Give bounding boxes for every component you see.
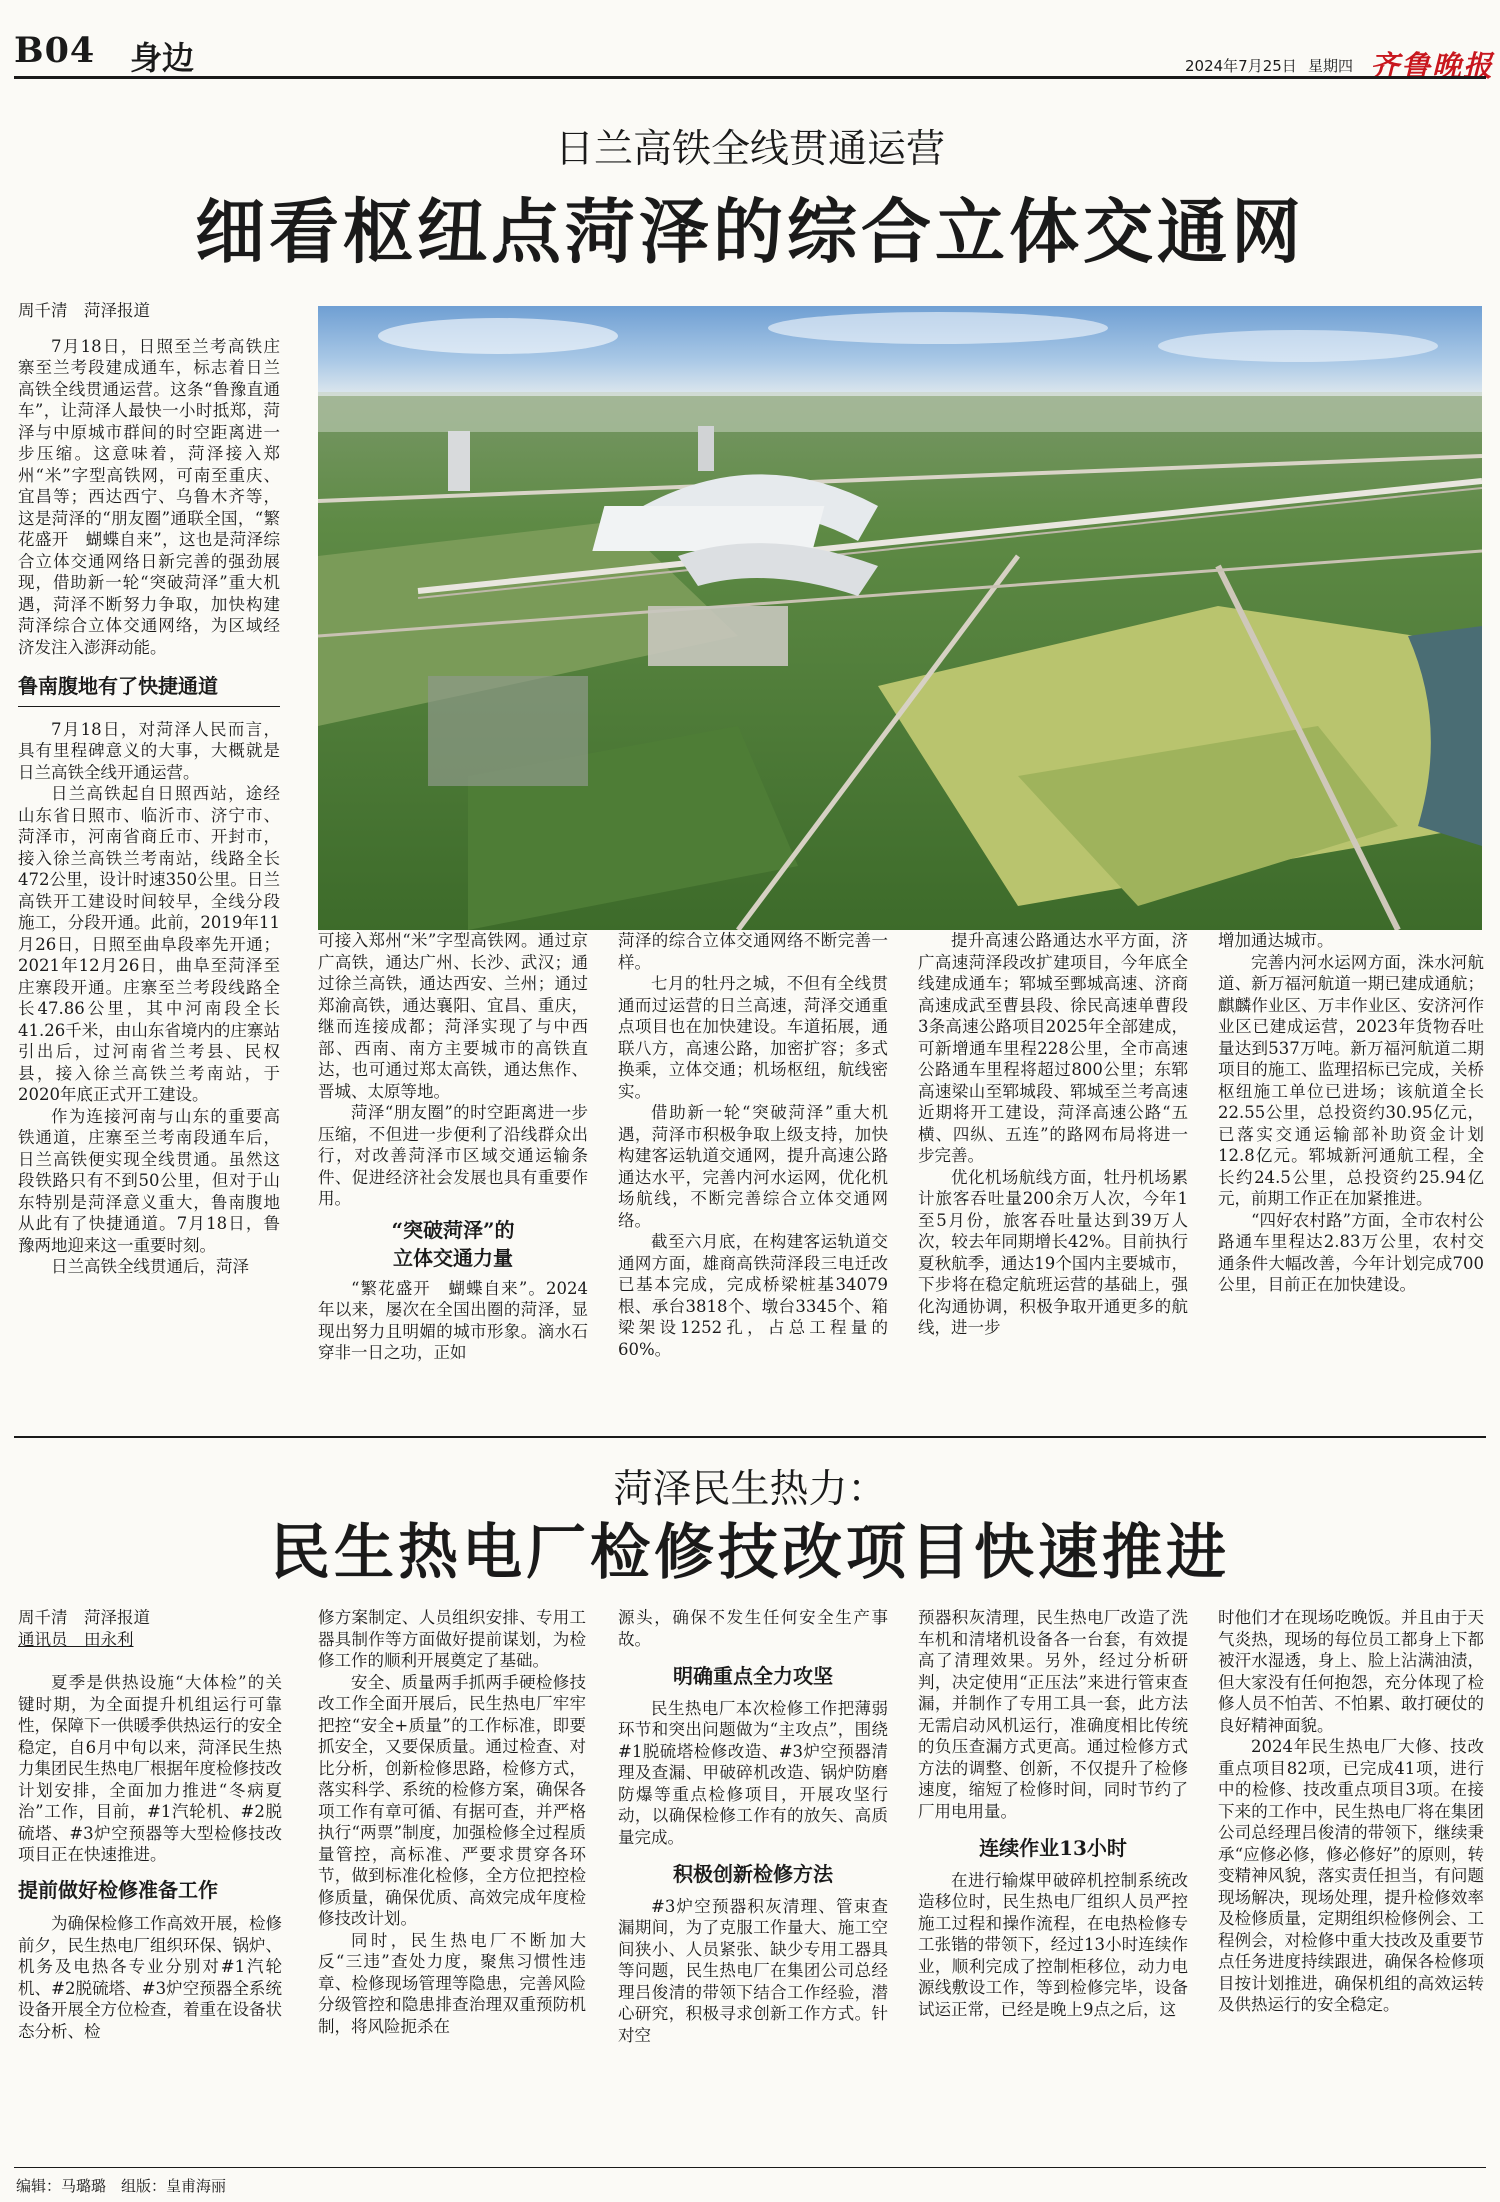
paragraph: 菏泽的综合立体交通网络不断完善一样。 <box>618 931 888 972</box>
article1-subheading-2 <box>318 1216 588 1272</box>
article2-column-5 <box>1218 1607 1484 2016</box>
subheading-text: “突破菏泽”的 立体交通力量 <box>391 1217 515 1270</box>
paragraph: 安全、质量两手抓两手硬检修技改工作全面开展后，民生热电厂牢牢把控“安全+质量”的工作标准，即要抓安全，又要保质量。通过检查、对比分析，创新检修思路，检修方式，落实科学、系统的检修方案，确保各项工作有章可循、有据可查，并严格执行“两票”制度，加强检修全过程质量管控，高标准、严要求贯穿各环节，做到标准化检修，全方位把控检修质量，确保优质、高效完成年度检修技改计划。 <box>318 1672 586 1928</box>
paragraph: 截至六月底，在构建客运轨道交通网方面，雄商高铁菏泽段三电迁改已基本完成，完成桥梁桩基34079根、承台3818个、墩台3345个、箱梁架设1252孔，占总工程量的60%。 <box>618 1232 888 1359</box>
article1-subheading-1: 鲁南腹地有了快捷通道 <box>18 674 218 698</box>
paragraph: “四好农村路”方面，全市农村公路通车里程达2.83万公里，农村交通条件大幅改善，今年计划完成700公里，目前正在加快建设。 <box>1218 1210 1484 1294</box>
article2-subheading-3: 积极创新检修方法 <box>673 1862 833 1886</box>
paragraph: 在进行输煤甲破碎机控制系统改造移位时，民生热电厂组织人员严控施工过程和操作流程，在电热检修专工张锴的带领下，经过13小时连续作业，顺利完成了控制柜移位，动力电源线敷设工作，等到检修完毕，设备试运正常，已经是晚上9点之后，这 <box>918 1870 1188 2019</box>
article2-subheading-1: 提前做好检修准备工作 <box>18 1877 218 1902</box>
page-number: B04 <box>14 30 96 71</box>
paragraph: 作为连接河南与山东的重要高铁通道，庄寨至兰考南段通车后，日兰高铁便实现全线贯通。虽然这段铁路只有不到50公里，但对于山东特别是菏泽意义重大，鲁南腹地从此有了快捷通道。7月18日，鲁豫两地迎来这一重要时刻。 <box>18 1106 280 1255</box>
paragraph: #3炉空预器积灰清理、管束查漏期间，为了克服工作量大、施工空间狭小、人员紧张、缺少专用工器具等问题，民生热电厂在集团公司总经理吕俊清的带领下结合工作经验，潜心研究，积极寻求创新工作方式。针对空 <box>618 1896 888 2045</box>
paragraph: 7月18日，对菏泽人民而言，具有里程碑意义的大事，大概就是日兰高铁全线开通运营。 <box>18 719 280 782</box>
article1-byline: 周千清 菏泽报道 <box>18 301 150 320</box>
paragraph: 修方案制定、人员组织安排、专用工器具制作等方面做好提前谋划，为检修工作的顺利开展奠定了基础。 <box>318 1608 586 1670</box>
paragraph: 夏季是供热设施“大体检”的关键时期，为全面提升机组运行可靠性，保障下一供暖季供热运行的安全稳定，自6月中旬以来，菏泽民生热力集团民生热电厂根据年度检修技改计划安排，全面加力推进“冬病夏治”工作，目前，#1汽轮机、#2脱硫塔、#3炉空预器等大型检修技改项目正在快速推进。 <box>18 1673 282 1864</box>
paragraph: 优化机场航线方面，牡丹机场累计旅客吞吐量200余万人次，今年1至5月份，旅客吞吐量达到39万人次，较去年同期增长42%。目前执行夏秋航季，通达19个国内主要城市，下步将在稳定航班运营的基础上，强化沟通协调，积极争取开通更多的航线，进一步 <box>918 1167 1188 1337</box>
article1-column-5 <box>1218 930 1484 1296</box>
article2-subheading-2: 明确重点全力攻坚 <box>673 1664 833 1688</box>
paragraph: 2024年民生热电厂大修、技改重点项目82项，已完成41项，进行中的检修、技改重点项目3项。在接下来的工作中，民生热电厂将在集团公司总经理吕俊清的带领下，继续秉承“应修必修，修必修好”的原则，转变精神风貌，落实责任担当，有问题现场解决，现场处理，提升检修效率及检修质量，定期组织检修例会、工程例会，对检修中重大技改及重要节点任务进度持续跟进，确保各检修项目按计划推进，确保机组的高效运转及供热运行的安全稳定。 <box>1218 1737 1484 2014</box>
article2-byline-2 <box>18 1629 282 1651</box>
article2-subheading-4: 连续作业13小时 <box>979 1836 1127 1860</box>
article1-column-2 <box>318 930 588 1364</box>
paragraph: “繁花盛开 蝴蝶自来”。2024年以来，屡次在全国出圈的菏泽，显现出努力且明媚的城市形象。滴水石穿非一日之功，正如 <box>318 1278 588 1362</box>
paragraph: 日兰高铁起自日照西站，途经山东省日照市、临沂市、济宁市、菏泽市，河南省商丘市、开封市，接入徐兰高铁兰考南站，线路全长472公里，设计时速350公里。日兰高铁开工建设时间较早，全线分段施工，分段开通。此前，2019年11月26日，日照至曲阜段率先开通；2021年12月26日，曲阜至菏泽至庄寨段开通。庄寨至兰考段线路全长47.86公里，其中河南段全长41.26千米，由山东省境内的庄寨站引出后，过河南省兰考县、民权县，接入徐兰高铁兰考南站，于2020年底正式开工建设。 <box>18 784 280 1104</box>
paragraph: 借助新一轮“突破菏泽”重大机遇，菏泽市积极争取上级支持，加快构建客运轨道交通网，提升高速公路通达水平，完善内河水运网，优化机场航线，不断完善综合立体交通网络。 <box>618 1103 888 1230</box>
paragraph: 同时，民生热电厂不断加大反“三违”查处力度，聚焦习惯性违章、检修现场管理等隐患，完善风险分级管控和隐患排查治理双重预防机制，将风险扼杀在 <box>318 1930 586 2036</box>
article2-kicker: 菏泽民生热力： <box>613 1467 887 1512</box>
article2-column-3 <box>618 1607 888 2046</box>
article1-column-4 <box>918 930 1188 1339</box>
article2-column-2 <box>318 1607 586 2037</box>
paragraph: 时他们才在现场吃晚饭。并且由于天气炎热，现场的每位员工都身上下都被汗水湿透，身上、脸上沾满油渍，但大家没有任何抱怨，充分体现了检修人员不怕苦、不怕累、敢打硬仗的良好精神面貌。 <box>1218 1608 1484 1735</box>
article1-column-1 <box>18 300 280 1278</box>
article2-headline: 民生热电厂检修技改项目快速推进 <box>270 1518 1230 1588</box>
article1-kicker: 日兰高铁全线贯通运营 <box>554 127 945 172</box>
issue-date: 2024年7月25日 <box>1185 57 1297 75</box>
section-divider <box>14 1436 1486 1438</box>
newspaper-logo: 齐鲁晚报 <box>1370 49 1495 83</box>
paragraph: 可接入郑州“米”字型高铁网。通过京广高铁，通达广州、长沙、武汉；通过徐兰高铁，通达西安、兰州；通过郑渝高铁，通达襄阳、宜昌、重庆，继而连接成都；菏泽实现了与中西部、西南、南方主要城市的高铁直达，也可通过郑太高铁，通达焦作、晋城、太原等地。 <box>318 931 588 1101</box>
article2-byline-1: 周千清 菏泽报道 <box>18 1608 150 1627</box>
header-rule <box>14 76 1486 79</box>
paragraph: 菏泽“朋友圈”的时空距离进一步压缩，不但进一步便利了沿线群众出行，对改善菏泽市区域交通运输条件、促进经济社会发展也具有重要作用。 <box>318 1103 588 1208</box>
article1-column-3 <box>618 930 888 1360</box>
divider <box>18 706 280 707</box>
paragraph: 日兰高铁全线贯通后，菏泽 <box>51 1257 249 1276</box>
paragraph: 七月的牡丹之城，不但有全线贯通而过运营的日兰高速，菏泽交通重点项目也在加快建设。车道拓展，通联八方，高速公路，加密扩容；多式换乘，立体交通；机场枢纽，航线密实。 <box>618 974 888 1101</box>
article2-column-4 <box>918 1607 1188 2020</box>
high-speed-rail-station-aerial-photo <box>318 306 1482 930</box>
article1-headline: 细看枢纽点菏泽的综合立体交通网 <box>195 190 1305 273</box>
paragraph: 提升高速公路通达水平方面，济广高速菏泽段改扩建项目，今年底全线建成通车；郓城至鄄城高速、济商高速成武至曹县段、徐民高速单曹段3条高速公路项目2025年全部建成，可新增通车里程228公里，全市高速公路通车里程将超过800公里；东郓高速梁山至郓城段、郓城至兰考高速近期将开工建设，菏泽高速公路“五横、四纵、五连”的路网布局将进一步完善。 <box>918 931 1188 1165</box>
article1-intro <box>18 336 280 659</box>
editor-credit: 编辑：马璐璐 组版：皇甫海丽 <box>16 2177 227 2195</box>
byline-text: 通讯员 田永利 <box>18 1629 134 1649</box>
article2-column-1 <box>18 1607 282 2042</box>
footer-rule <box>14 2167 1486 2168</box>
issue-weekday: 星期四 <box>1308 57 1354 75</box>
paragraph: 预器积灰清理，民生热电厂改造了洗车机和清堵机设备各一台套，有效提高了清理效果。另外，经过分析研判，决定使用“正压法”来进行管束查漏，并制作了专用工具一套，此方法无需启动风机运行，准确度相比传统的负压查漏方式更高。通过检修方式方法的调整、创新，不仅提升了检修速度，缩短了检修时间，同时节约了厂用电用量。 <box>918 1608 1188 1821</box>
paragraph: 为确保检修工作高效开展，检修前夕，民生热电厂组织环保、锅炉、机务及电热各专业分别对#1汽轮机、#2脱硫塔、#3炉空预器全系统设备开展全方位检查，着重在设备状态分析、检 <box>18 1914 282 2041</box>
paragraph: 源头，确保不发生任何安全生产事故。 <box>618 1608 888 1649</box>
paragraph: 民生热电厂本次检修工作把薄弱环节和突出问题做为“主攻点”，围绕#1脱硫塔检修改造、#3炉空预器清理及查漏、甲破碎机改造、锅炉防磨防爆等重点检修项目，开展攻坚行动，以确保检修工作有的放矢、高质量完成。 <box>618 1698 888 1847</box>
section-name: 身边 <box>130 39 195 77</box>
paragraph: 7月18日，日照至兰考高铁庄寨至兰考段建成通车，标志着日兰高铁全线贯通运营。这条“鲁豫直通车”，让菏泽人最快一小时抵郑，菏泽与中原城市群间的时空距离进一步压缩。这意味着，菏泽接入郑州“米”字型高铁网，可南至重庆、宜昌等；西达西宁、乌鲁木齐等，这是菏泽的“朋友圈”通联全国，“繁花盛开 蝴蝶自来”，这也是菏泽综合立体交通网络日新完善的强劲展现，借助新一轮“突破菏泽”重大机遇，菏泽不断努力争取，加快构建菏泽综合立体交通网络，为区域经济发注入澎湃动能。 <box>18 336 280 657</box>
paragraph: 增加通达城市。 <box>1218 931 1334 950</box>
paragraph: 完善内河水运网方面，洙水河航道、新万福河航道一期已建成通航；麒麟作业区、万丰作业区、安济河作业区已建成运营，2023年货物吞吐量达到537万吨。新万福河航道二期项目的施工、监理招标已完成，关桥枢纽施工单位已进场；该航道全长22.55公里，总投资约30.95亿元，已落实交通运输部补助资金计划12.8亿元。郓城新河通航工程，全长约24.5公里，总投资约25.94亿元，前期工作正在加紧推进。 <box>1218 952 1484 1208</box>
